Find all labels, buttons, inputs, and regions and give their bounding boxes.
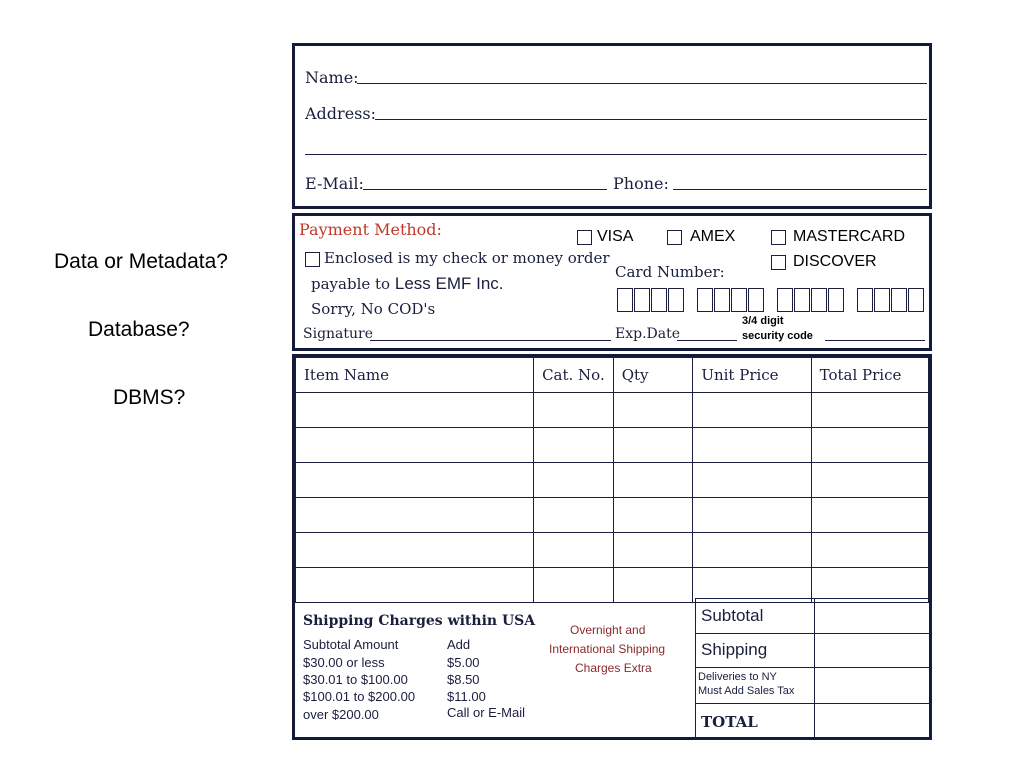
header-unit-price: Unit Price bbox=[693, 358, 811, 393]
table-row bbox=[296, 463, 929, 498]
card-number-group-3[interactable] bbox=[777, 288, 844, 314]
cat-no-cell[interactable] bbox=[534, 498, 614, 533]
shipping-title bbox=[303, 613, 535, 629]
unit-price-cell[interactable] bbox=[693, 533, 811, 568]
exp-date-field[interactable] bbox=[677, 340, 737, 341]
question-data-or-metadata: Data or Metadata? bbox=[54, 250, 228, 273]
table-row bbox=[296, 393, 929, 428]
email-field[interactable] bbox=[363, 189, 607, 190]
name-field[interactable] bbox=[357, 83, 927, 84]
item-name-cell[interactable] bbox=[296, 393, 534, 428]
mastercard-checkbox[interactable] bbox=[771, 230, 786, 245]
items-table-header-row bbox=[296, 358, 929, 393]
total-price-cell[interactable] bbox=[811, 463, 928, 498]
item-name-cell[interactable] bbox=[296, 568, 534, 603]
rate-range: $30.00 or less bbox=[303, 655, 385, 670]
rate-range: over $200.00 bbox=[303, 707, 379, 722]
items-table bbox=[295, 357, 929, 603]
sales-tax-label-2: Must Add Sales Tax bbox=[698, 685, 795, 697]
cat-no-cell[interactable] bbox=[534, 568, 614, 603]
qty-cell[interactable] bbox=[613, 533, 693, 568]
address-field[interactable] bbox=[375, 119, 927, 120]
check-money-order-checkbox[interactable] bbox=[305, 252, 320, 267]
payment-method-title: Payment Method: bbox=[299, 220, 442, 239]
sales-tax-label-cell bbox=[695, 667, 815, 704]
table-row bbox=[296, 498, 929, 533]
security-code-label-1: 3/4 digit bbox=[742, 315, 784, 327]
shipping-label-cell bbox=[695, 633, 815, 668]
unit-price-cell[interactable] bbox=[693, 463, 811, 498]
overnight-note-2: International Shipping bbox=[549, 642, 666, 656]
header-cat-no: Cat. No. bbox=[534, 358, 614, 393]
check-money-order-text: Enclosed is my check or money order bbox=[324, 249, 610, 267]
unit-price-cell[interactable] bbox=[693, 393, 811, 428]
amex-label: AMEX bbox=[690, 228, 736, 245]
amex-checkbox[interactable] bbox=[667, 230, 682, 245]
order-items-box bbox=[292, 354, 932, 740]
name-label: Name: bbox=[305, 68, 359, 87]
total-price-cell[interactable] bbox=[811, 498, 928, 533]
rate-range: $30.01 to $100.00 bbox=[303, 672, 408, 687]
header-total-price: Total Price bbox=[811, 358, 928, 393]
email-label: E-Mail: bbox=[305, 174, 364, 193]
table-row bbox=[296, 428, 929, 463]
shipping-col-subtotal: Subtotal Amount bbox=[303, 637, 399, 652]
rate-add: Call or E-Mail bbox=[447, 705, 526, 720]
item-name-cell[interactable] bbox=[296, 428, 534, 463]
subtotal-label-cell bbox=[695, 598, 815, 634]
question-dbms: DBMS? bbox=[113, 386, 186, 409]
total-price-cell[interactable] bbox=[811, 533, 928, 568]
subtotal-value-cell[interactable] bbox=[814, 598, 932, 634]
signature-field[interactable] bbox=[370, 340, 611, 341]
security-code-field[interactable] bbox=[825, 340, 925, 341]
rate-add: $8.50 bbox=[447, 672, 480, 687]
rate-range: $100.01 to $200.00 bbox=[303, 689, 416, 704]
total-label-cell bbox=[695, 703, 815, 740]
phone-field[interactable] bbox=[673, 189, 927, 190]
card-number-group-1[interactable] bbox=[617, 288, 684, 314]
phone-label: Phone: bbox=[613, 174, 669, 193]
visa-checkbox[interactable] bbox=[577, 230, 592, 245]
customer-info-box bbox=[292, 43, 932, 209]
address-label: Address: bbox=[305, 104, 376, 123]
sales-tax-value-cell[interactable] bbox=[814, 667, 932, 704]
shipping-col-add: Add bbox=[447, 637, 471, 652]
sales-tax-label-1: Deliveries to NY bbox=[698, 671, 777, 683]
signature-label: Signature bbox=[303, 326, 374, 342]
cat-no-cell[interactable] bbox=[534, 533, 614, 568]
item-name-cell[interactable] bbox=[296, 498, 534, 533]
table-row bbox=[296, 533, 929, 568]
payable-to-text bbox=[311, 274, 504, 294]
security-code-label-2: security code bbox=[742, 330, 813, 342]
qty-cell[interactable] bbox=[613, 568, 693, 603]
card-number-label: Card Number: bbox=[615, 263, 725, 281]
payment-method-box bbox=[292, 213, 932, 351]
shipping-label: Shipping bbox=[701, 640, 768, 659]
rate-add: $5.00 bbox=[447, 655, 480, 670]
total-label: TOTAL bbox=[701, 713, 758, 731]
rate-add: $11.00 bbox=[447, 689, 486, 704]
mastercard-label: MASTERCARD bbox=[793, 228, 906, 245]
visa-label: VISA bbox=[597, 228, 634, 245]
total-price-cell[interactable] bbox=[811, 428, 928, 463]
qty-cell[interactable] bbox=[613, 393, 693, 428]
total-value-cell[interactable] bbox=[814, 703, 932, 740]
cat-no-cell[interactable] bbox=[534, 393, 614, 428]
item-name-cell[interactable] bbox=[296, 463, 534, 498]
payable-prefix: payable to bbox=[311, 275, 391, 293]
shipping-value-cell[interactable] bbox=[814, 633, 932, 668]
address-field-line-2[interactable] bbox=[305, 154, 927, 155]
subtotal-label: Subtotal bbox=[701, 606, 764, 625]
unit-price-cell[interactable] bbox=[693, 428, 811, 463]
item-name-cell[interactable] bbox=[296, 533, 534, 568]
qty-cell[interactable] bbox=[613, 428, 693, 463]
overnight-note-1: Overnight and bbox=[570, 623, 646, 637]
header-item-name: Item Name bbox=[296, 358, 534, 393]
question-database: Database? bbox=[88, 318, 190, 341]
qty-cell[interactable] bbox=[613, 498, 693, 533]
unit-price-cell[interactable] bbox=[693, 498, 811, 533]
exp-date-label: Exp.Date bbox=[615, 326, 681, 342]
total-price-cell[interactable] bbox=[811, 393, 928, 428]
qty-cell[interactable] bbox=[613, 463, 693, 498]
cat-no-cell[interactable] bbox=[534, 428, 614, 463]
cat-no-cell[interactable] bbox=[534, 463, 614, 498]
discover-label: DISCOVER bbox=[793, 253, 877, 270]
no-cod-text: Sorry, No COD's bbox=[311, 300, 436, 318]
discover-checkbox[interactable] bbox=[771, 255, 786, 270]
card-number-group-2[interactable] bbox=[697, 288, 764, 314]
shipping-title-text: Shipping Charges within USA bbox=[303, 613, 536, 629]
header-qty: Qty bbox=[613, 358, 693, 393]
card-number-group-4[interactable] bbox=[857, 288, 924, 314]
payee-name: Less EMF Inc. bbox=[394, 274, 504, 293]
overnight-note-3: Charges Extra bbox=[575, 661, 652, 675]
